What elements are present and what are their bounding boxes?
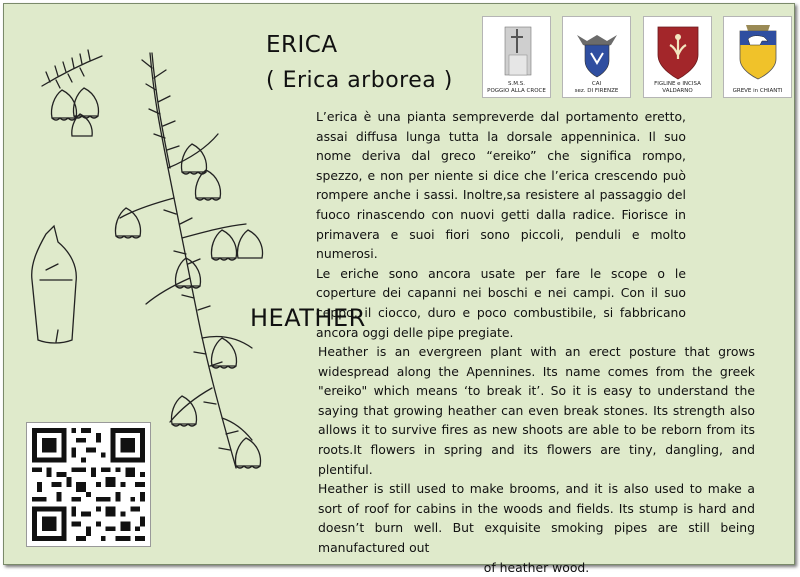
heather-paragraph: Heather is an evergreen plant with an erect posture that grows widespread along the Apennines. Its name comes from the greek "ereiko" which means ‘to break it’. So it is easy to understand the saying that growing heather can even break stones. Its strength also allows it to survive fires as new shoots are able to be reborn from its roots.It flowers in spring and its flowers are tiny, dangling, and plentiful. bbox=[318, 344, 755, 477]
erica-description bbox=[316, 107, 686, 342]
logo-caption: GREVE in CHIANTI bbox=[732, 87, 783, 94]
erica-paragraph: Le eriche sono ancora usate per fare le scope o le coperture dei capanni nei boschi e nei campi. Con il suo ceppo, il ciocco, duro e poco combustibile, si fabbricano ancora oggi delle pipe pregiate. bbox=[316, 265, 686, 340]
qr-code bbox=[26, 422, 151, 547]
heather-paragraph: Heather is still used to make brooms, and it is also used to make a sort of roof for cabins in the woods and fields. Its stump is hard and doesn’t burn well. But exquisite smoking pipes are still being manufactured out bbox=[318, 481, 755, 555]
heather-last-line: of heather wood. bbox=[483, 559, 590, 575]
logo-strip bbox=[482, 16, 792, 98]
information-board bbox=[3, 3, 795, 575]
erica-paragraph: L’erica è una pianta sempreverde dal portamento eretto, assai diffusa lunga tutta la dorsale appenninica. Il suo nome deriva dal greco “ereiko” che significa rompo, spezzo, e non per niente si dice che l’erica crescendo può rompere anche i sassi. Inoltre,sa resistere al passaggio del fuoco rinascendo con nuovi getti dalla radice. Fiorisce in primavera e suoi fiori sono piccoli, penduli e molto numerosi. bbox=[316, 109, 686, 262]
cai-eagle-shield-logo bbox=[562, 16, 631, 98]
erica-title: ERICA bbox=[266, 32, 338, 58]
lily-dragon-shield-logo bbox=[643, 16, 712, 98]
erica-latin-name: ( Erica arborea ) bbox=[266, 68, 453, 93]
logo-caption: FIGLINE e INCISA VALDARNO bbox=[654, 81, 701, 94]
goat-crest-shield-logo bbox=[723, 16, 792, 98]
heather-description bbox=[318, 342, 755, 577]
heather-title: HEATHER bbox=[250, 304, 366, 332]
logo-caption: S.M.S. POGGIO ALLA CROCE bbox=[487, 81, 546, 94]
cross-monument-logo bbox=[482, 16, 551, 98]
logo-caption: CAI sez. DI FIRENZE bbox=[574, 81, 619, 94]
heather-branch-illustration bbox=[22, 18, 272, 478]
